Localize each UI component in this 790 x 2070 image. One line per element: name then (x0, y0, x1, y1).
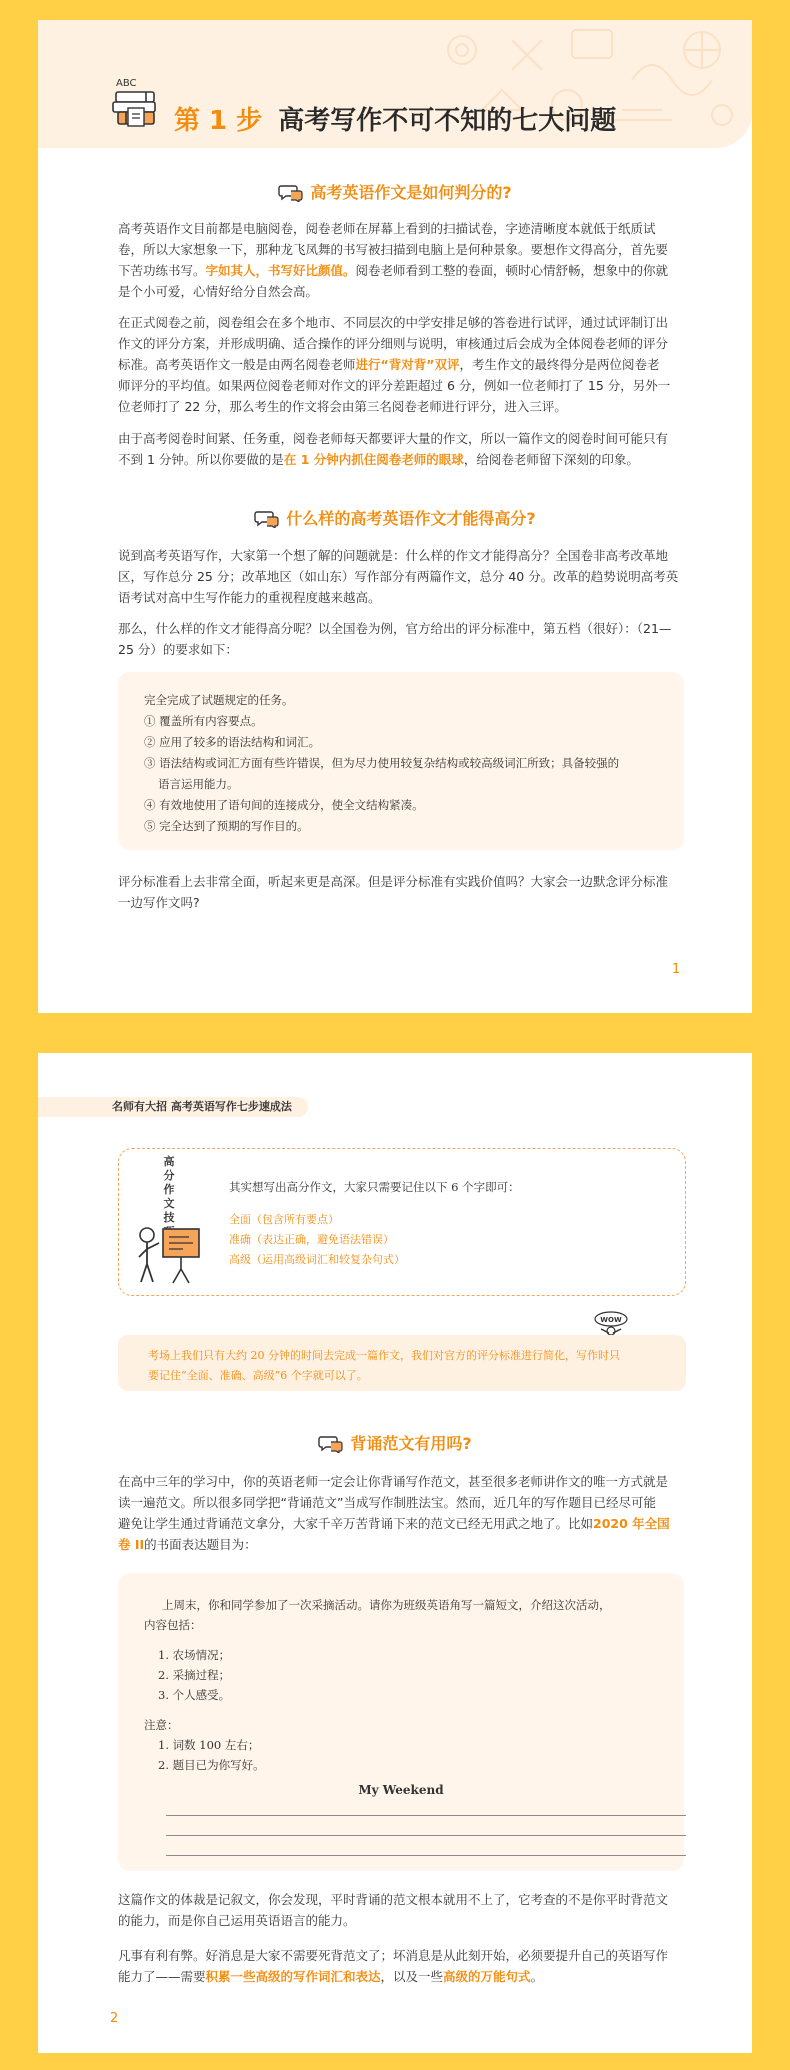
text-line: 卷 II的书面表达题目为： (118, 1537, 257, 1552)
text-line: 读一遍范文。所以很多同学把“背诵范文”当成写作制胜法宝。然而，近几年的写作题目已经尽可能 (118, 1495, 656, 1510)
text-line: 的能力，而是你自己运用英语语言的能力。 (118, 1913, 356, 1928)
text-line: 评分标准看上去非常全面，听起来更是高深。但是评分标准有实践价值吗？大家会一边默念评分标准 (118, 874, 669, 889)
criteria-line: ④ 有效地使用了语句间的连接成分，使全文结构紧凑。 (144, 798, 424, 812)
text-line: 标准。高考英语作文一般是由两名阅卷老师进行“背对背”双评，考生作文的最终得分是两位阅卷老 (118, 357, 660, 372)
tip-item: 准确（表达正确，避免语法错误） (229, 1233, 394, 1246)
text-line: 那么，什么样的作文才能得高分呢？以全国卷为例，官方给出的评分标准中，第五档（很好）：（21— (118, 621, 672, 636)
highlight-vocabulary: 积累一些高级的写作词汇和表达 (205, 1969, 381, 1984)
prompt-item: 1. 农场情况； (158, 1648, 231, 1662)
prompt-line: 内容包括： (144, 1618, 202, 1632)
note-box (118, 1335, 686, 1391)
criteria-line: 语言运用能力。 (158, 777, 239, 791)
text-line: 是个小可爱，心情好给分自然会高。 (118, 284, 319, 299)
page-number: 2 (110, 2011, 119, 2026)
answer-line (166, 1835, 686, 1836)
highlight-double-grading: 进行“背对背”双评 (355, 357, 460, 372)
prompt-item: 2. 采摘过程； (158, 1668, 231, 1682)
note-line: 要记住“全面、准确、高级”6 个字就可以了。 (148, 1369, 368, 1382)
section-heading-2-text: 什么样的高考英语作文才能得高分? (286, 509, 536, 528)
text-line: 说到高考英语写作，大家第一个想了解的问题就是：什么样的作文才能得高分？全国卷非高考改革地 (118, 548, 669, 563)
section-heading-1 (38, 180, 752, 203)
wow-label: WOW (600, 1316, 622, 1324)
paragraph-scanning (118, 218, 684, 302)
tip-item: 全面（包含所有要点） (229, 1213, 339, 1226)
text-line: 语考试对高中生写作能力的重视程度越来越高。 (118, 590, 381, 605)
paragraph-narrative (118, 1889, 684, 1931)
prompt-item: 3. 个人感受。 (158, 1688, 231, 1702)
text-line: 作文的评分方案，并形成明确、适合操作的评分细则与说明，审核通过后会成为全体阅卷老师的评分 (118, 336, 669, 351)
prompt-note: 1. 词数 100 左右； (158, 1738, 260, 1752)
tip-lead: 其实想写出高分作文，大家只需要记住以下 6 个字即可： (229, 1180, 520, 1194)
paragraph-pros-cons (118, 1945, 684, 1987)
tip-box (118, 1148, 686, 1296)
highlight-one-minute: 在 1 分钟内抓住阅卷老师的眼球 (283, 452, 464, 467)
paragraph-double-grading (118, 312, 684, 417)
running-head: 名师有大招 高考英语写作七步速成法 (38, 1097, 308, 1117)
answer-line (166, 1855, 686, 1856)
criteria-line: ① 覆盖所有内容要点。 (144, 714, 263, 728)
chat-bubble-icon (254, 510, 280, 528)
books-icon (110, 74, 162, 130)
abc-icon-letters: ABC (116, 78, 137, 89)
section-heading-2 (38, 506, 752, 529)
paragraph-criteria-question (118, 871, 684, 913)
text-line: 不到 1 分钟。所以你要做的是在 1 分钟内抓住阅卷老师的眼球，给阅卷老师留下深刻的印象。 (118, 452, 639, 467)
prompt-line: 上周末，你和同学参加了一次采摘活动。请你为班级英语角写一篇短文，介绍这次活动， (162, 1598, 611, 1612)
text-line: 位老师打了 22 分，那么考生的作文将会由第三名阅卷老师进行评分，进入三评。 (118, 399, 567, 414)
paragraph-one-minute (118, 428, 684, 470)
text-line: 区，写作总分 25 分；改革地区（如山东）写作部分有两篇作文，总分 40 分。改革的趋势说明高考英 (118, 569, 679, 584)
chapter-title (174, 100, 616, 137)
text-line: 凡事有利有弊。好消息是大家不需要死背范文了；坏消息是从此刻开始，必须要提升自己的英语写作 (118, 1948, 669, 1963)
tip-label: 高 分 作 文 技 (163, 1155, 175, 1224)
paragraph-memorize (118, 1471, 684, 1555)
text-line: 卷，所以大家想象一下，那种龙飞凤舞的书写被扫描到电脑上是何种景象。要想作文得高分，首先要 (118, 242, 669, 257)
criteria-box (118, 672, 684, 850)
answer-line (166, 1815, 686, 1816)
text-line: 这篇作文的体裁是记叙文，你会发现，平时背诵的范文根本就用不上了，它考查的不是你平时背范文 (118, 1892, 669, 1907)
page-1 (38, 20, 752, 1013)
criteria-line: ⑤ 完全达到了预期的写作目的。 (144, 819, 309, 833)
page-number: 1 (672, 962, 681, 977)
section-heading-3 (38, 1431, 752, 1454)
text-line: 在正式阅卷之前，阅卷组会在多个地市、不同层次的中学安排足够的答卷进行试评，通过试评制订出 (118, 315, 669, 330)
criteria-line: ② 应用了较多的语法结构和词汇。 (144, 735, 321, 749)
text-line: 高考英语作文目前都是电脑阅卷，阅卷老师在屏幕上看到的扫描试卷，字迹清晰度本就低于纸质试 (118, 221, 656, 236)
chat-bubble-icon (278, 184, 304, 202)
text-line: 由于高考阅卷时间紧、任务重，阅卷老师每天都要评大量的作文，所以一篇作文的阅卷时间可能只有 (118, 431, 669, 446)
section-heading-1-text: 高考英语作文是如何判分的? (310, 183, 512, 202)
paragraph-criteria-intro (118, 618, 684, 660)
tip-item: 高级（运用高级词汇和较复杂句式） (229, 1253, 405, 1266)
step-label: 第 1 步 (174, 106, 263, 136)
highlight-handwriting: 字如其人，书写好比颜值。 (205, 263, 356, 278)
prompt-notes-label: 注意： (144, 1718, 179, 1732)
highlight-sentence-patterns: 高级的万能句式 (443, 1969, 531, 1984)
text-line: 能力了——需要积累一些高级的写作词汇和表达，以及一些高级的万能句式。 (118, 1969, 544, 1984)
note-line: 考场上我们只有大约 20 分钟的时间去完成一篇作文，我们对官方的评分标准进行简化，写作时只 (148, 1349, 620, 1362)
highlight-exam-year: 2020 年全国 (593, 1516, 670, 1531)
page-2 (38, 1053, 752, 2053)
prompt-note: 2. 题目已为你写好。 (158, 1758, 265, 1772)
chapter-header (38, 20, 752, 148)
highlight-exam-paper: 卷 II (118, 1537, 145, 1552)
chat-bubble-icon (318, 1435, 344, 1453)
text-line: 一边写作文吗? (118, 895, 200, 910)
paragraph-high-score (118, 545, 684, 608)
text-line: 在高中三年的学习中，你的英语老师一定会让你背诵写作范文，甚至很多老师讲作文的唯一方式就是 (118, 1474, 669, 1489)
teacher-presenting-icon (133, 1225, 205, 1289)
writing-prompt-box (118, 1573, 684, 1871)
chapter-title-text: 高考写作不可不知的七大问题 (278, 106, 617, 136)
section-heading-3-text: 背诵范文有用吗? (350, 1434, 472, 1453)
text-line: 25 分）的要求如下： (118, 642, 238, 657)
text-line: 避免让学生通过背诵范文拿分，大家千辛万苦背诵下来的范文已经无用武之地了。比如2020 年全国 (118, 1516, 670, 1531)
text-line: 师评分的平均值。如果两位阅卷老师对作文的评分差距超过 6 分，例如一位老师打了 15 分，另外一 (118, 378, 671, 393)
essay-title: My Weekend (358, 1783, 444, 1797)
criteria-line: ③ 语法结构或词汇方面有些许错误，但为尽力使用较复杂结构或较高级词汇所致；具备较强的 (144, 756, 620, 770)
text-line: 下苦功练书写。字如其人，书写好比颜值。阅卷老师看到工整的卷面，顿时心情舒畅，想象中的你就 (118, 263, 669, 278)
criteria-line: 完全完成了试题规定的任务。 (144, 693, 294, 707)
